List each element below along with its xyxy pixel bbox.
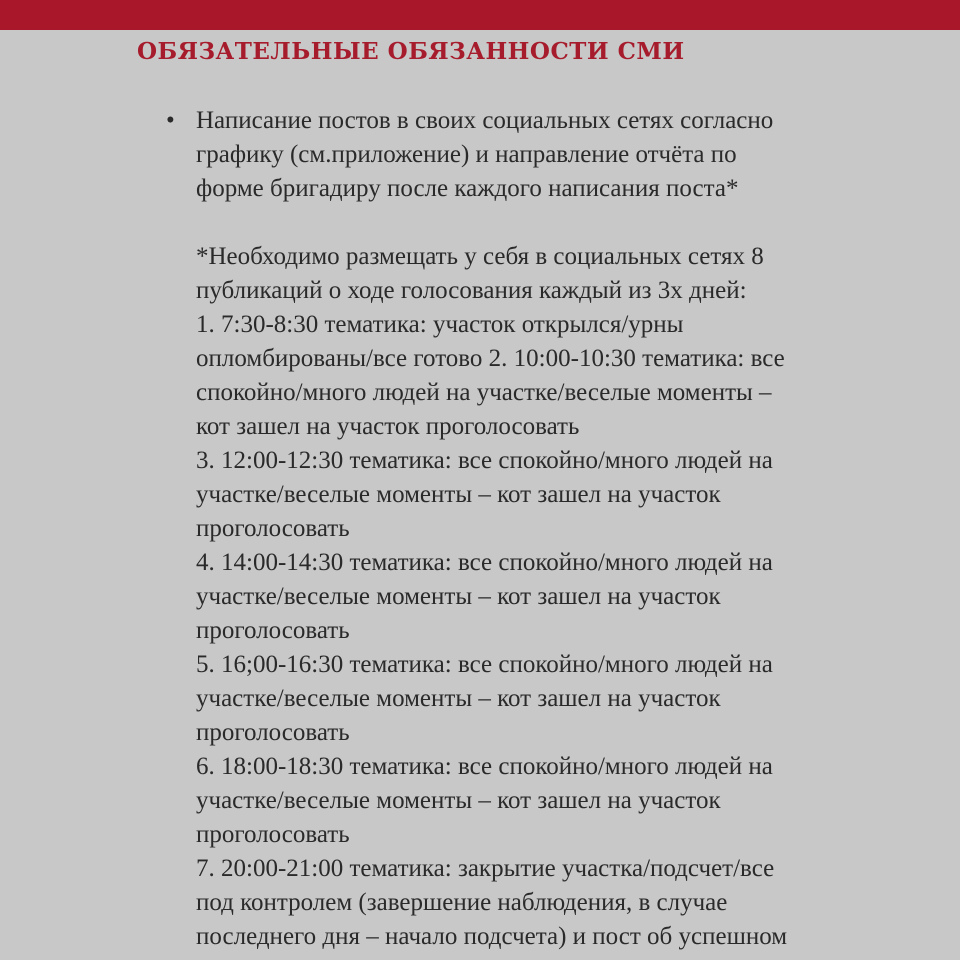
- document-title: ОБЯЗАТЕЛЬНЫЕ ОБЯЗАННОСТИ СМИ: [137, 38, 685, 65]
- note-line: проголосовать: [196, 719, 350, 746]
- note-line: 3. 12:00-12:30 тематика: все спокойно/много людей на: [196, 447, 773, 474]
- bullet-line: форме бригадиру после каждого написания поста*: [196, 175, 739, 202]
- note-line: проголосовать: [196, 821, 350, 848]
- note-line: 7. 20:00-21:00 тематика: закрытие участка/подсчет/все: [196, 855, 775, 882]
- note-line: последнего дня – начало подсчета) и пост об успешном: [196, 923, 788, 950]
- note-line: проголосовать: [196, 515, 350, 542]
- note-line: публикаций о ходе голосования каждый из 3х дней:: [196, 277, 747, 304]
- bullet-marker: •: [166, 107, 175, 134]
- note-line: участке/веселые моменты – кот зашел на участок: [196, 787, 721, 814]
- note-line: *Необходимо размещать у себя в социальных сетях 8: [196, 243, 764, 270]
- note-line: проголосовать: [196, 617, 350, 644]
- header-bar: [0, 0, 960, 30]
- note-line: кот зашел на участок проголосовать: [196, 413, 580, 440]
- note-line: 6. 18:00-18:30 тематика: все спокойно/много людей на: [196, 753, 773, 780]
- note-line: участке/веселые моменты – кот зашел на участок: [196, 685, 721, 712]
- document-body: [196, 104, 916, 954]
- paragraph-gap: [196, 206, 916, 240]
- note-line: опломбированы/все готово 2. 10:00-10:30 тематика: все: [196, 345, 785, 372]
- bullet-line: графику (см.приложение) и направление отчёта по: [196, 141, 737, 168]
- note-line: спокойно/много людей на участке/веселые моменты –: [196, 379, 772, 406]
- bullet-line: Написание постов в своих социальных сетях согласно: [196, 107, 774, 134]
- note-line: 1. 7:30-8:30 тематика: участок открылся/урны: [196, 311, 684, 338]
- note-line: 4. 14:00-14:30 тематика: все спокойно/много людей на: [196, 549, 773, 576]
- note-line: участке/веселые моменты – кот зашел на участок: [196, 583, 721, 610]
- note-line: участке/веселые моменты – кот зашел на участок: [196, 481, 721, 508]
- note-line: под контролем (завершение наблюдения, в случае: [196, 889, 728, 916]
- note-line: 5. 16;00-16:30 тематика: все спокойно/много людей на: [196, 651, 773, 678]
